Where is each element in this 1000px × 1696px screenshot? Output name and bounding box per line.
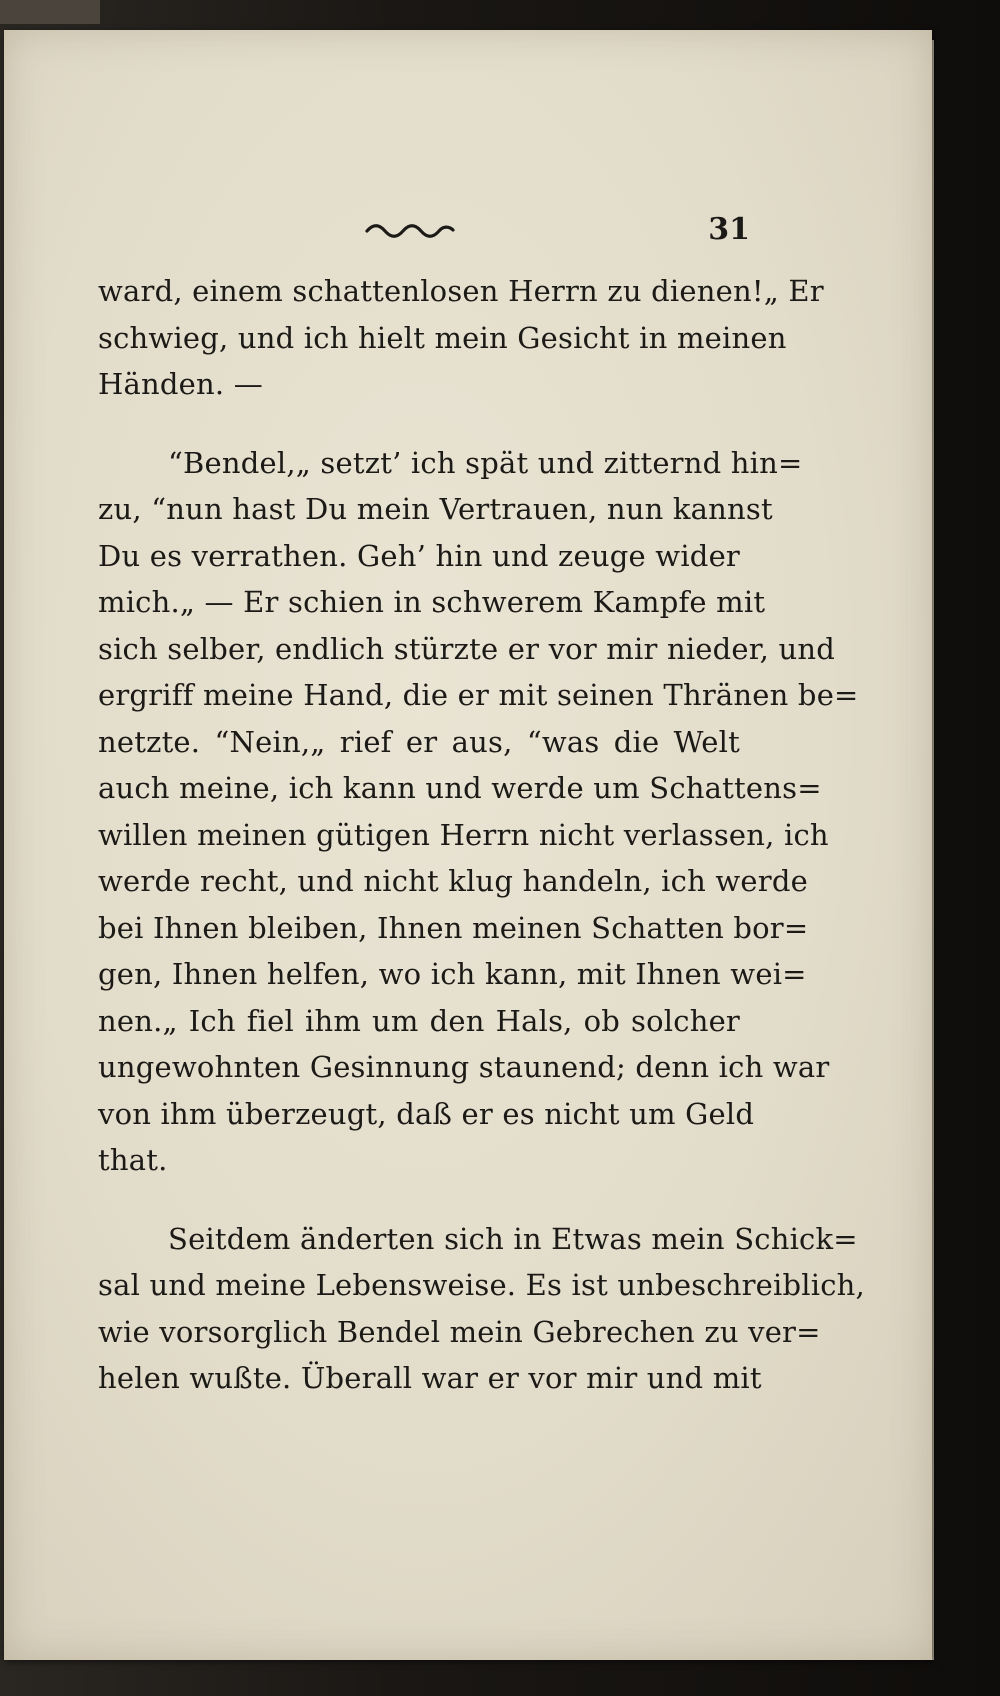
text-line: wie vorsorglich Bendel mein Gebrechen zu ver= — [98, 1314, 821, 1349]
text-line: nen.„ Ich fiel ihm um den Hals, ob solcher — [98, 1003, 740, 1038]
paragraph-gap — [98, 1184, 740, 1216]
text-line: mich.„ — Er schien in schwerem Kampfe mit — [98, 585, 766, 619]
text-line: schwieg, und ich hielt mein Gesicht in meinen — [98, 320, 787, 355]
body-text — [98, 268, 865, 1402]
text-line: werde recht, und nicht klug handeln, ich werde — [98, 864, 808, 898]
binding-strip — [0, 0, 100, 24]
text-line: willen meinen gütigen Herrn nicht verlassen, ich — [98, 817, 829, 852]
page-number: 31 — [708, 212, 750, 247]
text-line: ward, einem schattenlosen Herrn zu dienen!„ Er — [98, 274, 824, 308]
text-line: bei Ihnen bleiben, Ihnen meinen Schatten bor= — [98, 910, 809, 945]
text-line: that. — [98, 1143, 168, 1177]
text-line: Du es verrathen. Geh’ hin und zeuge wider — [98, 538, 740, 573]
text-line: ungewohnten Gesinnung staunend; denn ich war — [98, 1050, 830, 1084]
paragraph-gap — [98, 408, 740, 440]
ornament-rule-icon — [365, 222, 455, 238]
text-line: “Bendel,„ setzt’ ich spät und zitternd hin= — [168, 445, 803, 480]
text-line: Händen. — — [98, 367, 263, 401]
text-line: netzte. “Nein,„ rief er aus, “was die Welt — [98, 724, 740, 759]
text-line: Seitdem änderten sich in Etwas mein Schick= — [168, 1221, 858, 1256]
paragraph — [98, 440, 859, 1184]
text-line: helen wußte. Überall war er vor mir und mit — [98, 1361, 762, 1395]
text-line: von ihm überzeugt, daß er es nicht um Geld — [98, 1096, 755, 1131]
text-line: zu, “nun hast Du mein Vertrauen, nun kannst — [98, 492, 773, 526]
paragraph — [98, 268, 824, 408]
text-line: gen, Ihnen helfen, wo ich kann, mit Ihnen wei= — [98, 957, 807, 991]
text-line: auch meine, ich kann und werde um Schattens= — [98, 771, 822, 805]
text-line: sich selber, endlich stürzte er vor mir nieder, und — [98, 631, 836, 666]
text-line: sal und meine Lebensweise. Es ist unbeschreiblich, — [98, 1268, 865, 1302]
text-line: ergriff meine Hand, die er mit seinen Thränen be= — [98, 678, 859, 712]
paragraph — [98, 1216, 865, 1402]
